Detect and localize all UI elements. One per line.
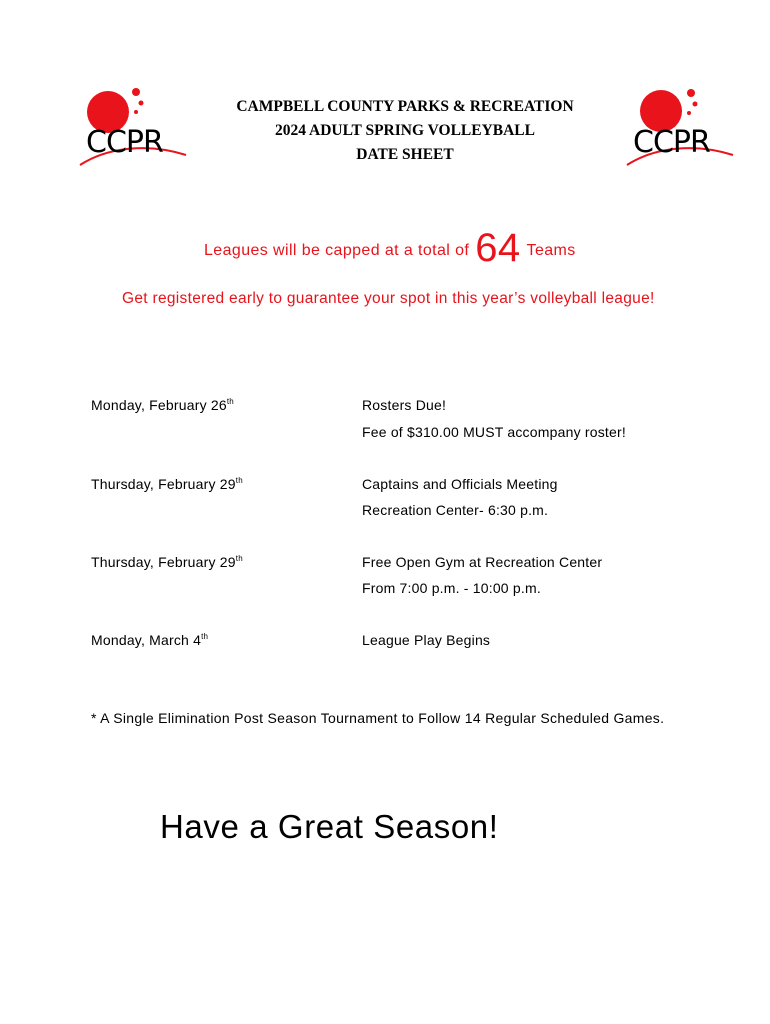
register-early-notice: Get registered early to guarantee your spot in this year’s volleyball league! bbox=[122, 290, 655, 307]
schedule-date: Thursday, February 29th bbox=[91, 554, 243, 570]
closing-message: Have a Great Season! bbox=[160, 808, 499, 845]
document-header bbox=[200, 95, 610, 167]
cap-text-before: Leagues will be capped at a total of bbox=[204, 242, 470, 259]
schedule-date: Monday, March 4th bbox=[91, 632, 209, 648]
cap-text-after: Teams bbox=[526, 242, 576, 259]
ccpr-logo-text: CCPR bbox=[86, 125, 163, 160]
schedule-detail: League Play Begins bbox=[362, 632, 491, 648]
schedule-detail: Rosters Due! bbox=[362, 397, 447, 413]
schedule-date: Thursday, February 29th bbox=[91, 476, 243, 492]
schedule-detail: Free Open Gym at Recreation Center bbox=[362, 554, 603, 570]
schedule-detail: Captains and Officials Meeting bbox=[362, 476, 558, 492]
schedule-date: Monday, February 26th bbox=[91, 397, 234, 413]
cap-number: 64 bbox=[475, 226, 521, 270]
team-cap-notice bbox=[204, 220, 576, 270]
ccpr-logo-right bbox=[625, 85, 735, 175]
header-doc-type: DATE SHEET bbox=[356, 146, 454, 163]
ccpr-logo-left bbox=[78, 85, 188, 175]
tournament-footnote: * A Single Elimination Post Season Tournament to Follow 14 Regular Scheduled Games. bbox=[91, 710, 665, 726]
header-organization: CAMPBELL COUNTY PARKS & RECREATION bbox=[236, 98, 574, 115]
ccpr-logo-text: CCPR bbox=[633, 125, 710, 160]
schedule-detail: From 7:00 p.m. - 10:00 p.m. bbox=[362, 580, 541, 596]
schedule-detail: Recreation Center- 6:30 p.m. bbox=[362, 502, 549, 518]
schedule-detail: Fee of $310.00 MUST accompany roster! bbox=[362, 424, 626, 440]
header-program: 2024 ADULT SPRING VOLLEYBALL bbox=[275, 122, 535, 139]
